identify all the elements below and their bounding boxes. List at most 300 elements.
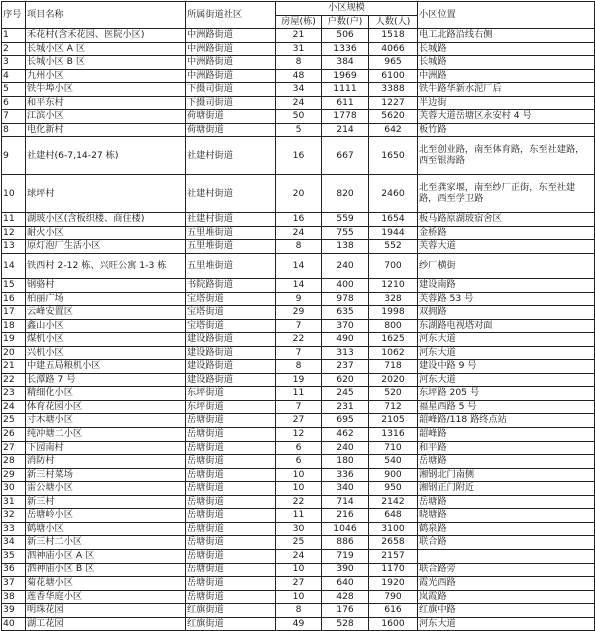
cell-seq: 6 [2,96,26,110]
cell-households: 620 [322,373,369,387]
cell-buildings: 24 [276,96,322,110]
table-row [2,509,595,523]
cell-buildings: 6 [276,455,322,469]
cell-people: 1654 [369,213,418,227]
cell-people: 950 [369,482,418,496]
cell-households: 528 [322,617,369,631]
cell-buildings: 10 [276,482,322,496]
cell-people: 700 [369,254,418,279]
cell-street: 宝塔街道 [186,319,276,333]
cell-people: 900 [369,468,418,482]
cell-seq: 35 [2,549,26,563]
cell-location: 芙蓉大道岳塘区永安村 4 号 [418,110,595,124]
cell-people: 1227 [369,96,418,110]
cell-location: 电工北路沿线右侧 [418,29,595,43]
cell-people: 1944 [369,226,418,240]
cell-people: 520 [369,387,418,401]
cell-seq: 12 [2,226,26,240]
cell-people: 1062 [369,346,418,360]
cell-seq: 36 [2,563,26,577]
cell-location: 和平路 [418,441,595,455]
cell-buildings: 24 [276,226,322,240]
cell-name: 云峰安置区 [26,306,186,320]
cell-street: 岳塘街道 [186,495,276,509]
cell-buildings: 7 [276,319,322,333]
cell-households: 390 [322,563,369,577]
cell-people: 965 [369,56,418,70]
cell-seq: 39 [2,604,26,618]
cell-people: 6100 [369,69,418,83]
cell-location: 韶峰路 [418,428,595,442]
table-row [2,387,595,401]
table-row [2,29,595,43]
cell-buildings: 10 [276,468,322,482]
cell-people: 710 [369,441,418,455]
cell-people: 800 [369,319,418,333]
cell-seq: 30 [2,482,26,496]
cell-street: 社建村街道 [186,137,276,175]
cell-households: 384 [322,56,369,70]
cell-name: 湖玻小区(含板织楼、商住楼) [26,213,186,227]
cell-street: 社建村街道 [186,175,276,213]
table-row [2,175,595,213]
table-row [2,137,595,175]
table-row [2,279,595,293]
cell-location: 晓塘路 [418,509,595,523]
cell-households: 490 [322,333,369,347]
cell-name: 耐火小区 [26,226,186,240]
cell-seq: 10 [2,175,26,213]
cell-buildings: 11 [276,509,322,523]
cell-location: 湘钢正门附近 [418,482,595,496]
cell-buildings: 27 [276,414,322,428]
cell-location: 红旗中路 [418,604,595,618]
cell-name: 岳塘岭小区 [26,509,186,523]
cell-street: 岳塘街道 [186,428,276,442]
cell-households: 714 [322,495,369,509]
cell-street: 宝塔街道 [186,306,276,320]
cell-name: 和平东村 [26,96,186,110]
table-body [2,29,595,631]
table-row [2,306,595,320]
cell-street: 书院路街道 [186,279,276,293]
cell-people: 3100 [369,522,418,536]
cell-seq: 38 [2,590,26,604]
cell-name: 江滨小区 [26,110,186,124]
table-row [2,549,595,563]
cell-seq: 22 [2,373,26,387]
cell-buildings: 31 [276,42,322,56]
cell-location: 长城路 [418,42,595,56]
cell-people: 2142 [369,495,418,509]
table-row [2,455,595,469]
table-row [2,617,595,631]
cell-people: 2658 [369,536,418,550]
cell-seq: 14 [2,254,26,279]
cell-households: 719 [322,549,369,563]
cell-people: 1998 [369,306,418,320]
cell-households: 214 [322,123,369,137]
table-row [2,110,595,124]
cell-location: 福星西路 5 号 [418,400,595,414]
cell-buildings: 14 [276,279,322,293]
cell-people: 1210 [369,279,418,293]
cell-name: 鹤塘小区 [26,522,186,536]
cell-households: 695 [322,414,369,428]
cell-seq: 21 [2,360,26,374]
cell-street: 中洲路街道 [186,56,276,70]
cell-seq: 25 [2,414,26,428]
cell-people: 1650 [369,137,418,175]
cell-location: 湘钢北门南侧 [418,468,595,482]
cell-seq: 24 [2,400,26,414]
cell-seq: 34 [2,536,26,550]
cell-name: 鑫山小区 [26,319,186,333]
cell-households: 370 [322,319,369,333]
table-row [2,468,595,482]
cell-buildings: 6 [276,441,322,455]
cell-people: 1518 [369,29,418,43]
cell-name: 中建五局粮机小区 [26,360,186,374]
cell-buildings: 22 [276,333,322,347]
cell-buildings: 21 [276,29,322,43]
header-scale: 小区规模 [276,2,418,16]
cell-buildings: 34 [276,83,322,97]
cell-people: 4066 [369,42,418,56]
table-row [2,83,595,97]
cell-households: 428 [322,590,369,604]
cell-street: 下摄司街道 [186,83,276,97]
cell-people: 790 [369,590,418,604]
cell-households: 400 [322,279,369,293]
cell-location: 岳塘路 [418,455,595,469]
cell-buildings: 8 [276,604,322,618]
cell-location: 河东大道 [418,333,595,347]
header-location: 小区位置 [418,2,595,29]
cell-location: 河东大道 [418,346,595,360]
cell-name: 原灯泡厂生活小区 [26,240,186,254]
cell-location: 河东大道 [418,617,595,631]
cell-seq: 33 [2,522,26,536]
cell-street: 社建村街道 [186,213,276,227]
cell-location: 中洲路 [418,69,595,83]
cell-households: 237 [322,360,369,374]
cell-households: 506 [322,29,369,43]
cell-name: 纯冲塘二小区 [26,428,186,442]
cell-seq: 11 [2,213,26,227]
cell-location: 霞光西路 [418,577,595,591]
cell-households: 245 [322,387,369,401]
cell-buildings: 16 [276,213,322,227]
cell-households: 231 [322,400,369,414]
cell-street: 中洲路街道 [186,69,276,83]
cell-households: 886 [322,536,369,550]
cell-buildings: 14 [276,254,322,279]
cell-seq: 31 [2,495,26,509]
cell-name: 泗神庙小区 B 区 [26,563,186,577]
table-row [2,428,595,442]
cell-people: 642 [369,123,418,137]
cell-people: 1170 [369,563,418,577]
cell-buildings: 49 [276,617,322,631]
table-row [2,226,595,240]
cell-buildings: 5 [276,123,322,137]
cell-street: 岳塘街道 [186,536,276,550]
cell-location: 芙蓉大道 [418,240,595,254]
cell-name: 钢骆村 [26,279,186,293]
table-row [2,590,595,604]
cell-location: 芙蓉路 53 号 [418,292,595,306]
table-header-row [2,2,595,16]
cell-location: 北至创业路，南至体育路，东至社建路，西至银海路 [418,137,595,175]
cell-seq: 2 [2,42,26,56]
residential-area-table [1,1,595,631]
cell-name: 消防村 [26,455,186,469]
cell-households: 180 [322,455,369,469]
table-row [2,96,595,110]
cell-households: 216 [322,509,369,523]
cell-buildings: 10 [276,590,322,604]
cell-name: 社建村(6-7,14-27 栋) [26,137,186,175]
cell-buildings: 8 [276,360,322,374]
cell-seq: 17 [2,306,26,320]
cell-households: 755 [322,226,369,240]
cell-buildings: 8 [276,240,322,254]
cell-buildings: 10 [276,563,322,577]
cell-location: 板竹路 [418,123,595,137]
cell-street: 宝塔街道 [186,292,276,306]
cell-name: 煤机小区 [26,333,186,347]
cell-people: 540 [369,455,418,469]
cell-street: 岳塘街道 [186,414,276,428]
cell-people: 1625 [369,333,418,347]
table-row [2,319,595,333]
cell-name: 雷公塘小区 [26,482,186,496]
cell-location: 岳塘路 [418,495,595,509]
cell-name: 长潭路 7 号 [26,373,186,387]
cell-street: 建设路街道 [186,373,276,387]
cell-seq: 4 [2,69,26,83]
cell-seq: 23 [2,387,26,401]
cell-buildings: 16 [276,137,322,175]
cell-buildings: 50 [276,110,322,124]
cell-street: 五里堆街道 [186,240,276,254]
cell-location: 铁牛路华新水泥厂后 [418,83,595,97]
table-row [2,56,595,70]
cell-street: 下摄司街道 [186,96,276,110]
cell-people: 648 [369,509,418,523]
header-street: 所属街道社区 [186,2,276,29]
cell-location: 河东大道 [418,373,595,387]
table-row [2,360,595,374]
cell-seq: 9 [2,137,26,175]
cell-street: 岳塘街道 [186,482,276,496]
header-households: 户数(户) [322,16,369,29]
cell-seq: 19 [2,333,26,347]
cell-seq: 13 [2,240,26,254]
cell-street: 岳塘街道 [186,468,276,482]
cell-households: 1111 [322,83,369,97]
cell-name: 兴机小区 [26,346,186,360]
cell-buildings: 11 [276,387,322,401]
table-row [2,123,595,137]
cell-buildings: 48 [276,69,322,83]
cell-location: 建设南路 [418,279,595,293]
cell-buildings: 25 [276,536,322,550]
table-row [2,414,595,428]
cell-people: 712 [369,400,418,414]
cell-street: 东坪街道 [186,400,276,414]
cell-name: 明珠花园 [26,604,186,618]
cell-households: 176 [322,604,369,618]
cell-name: 菊花塘小区 [26,577,186,591]
cell-name: 电化新村 [26,123,186,137]
cell-location: 鹤泉路 [418,522,595,536]
cell-people: 328 [369,292,418,306]
header-buildings: 房屋(栋) [276,16,322,29]
cell-street: 岳塘街道 [186,563,276,577]
cell-households: 559 [322,213,369,227]
cell-seq: 20 [2,346,26,360]
cell-households: 640 [322,577,369,591]
cell-households: 336 [322,468,369,482]
cell-name: 长城小区 B 区 [26,56,186,70]
cell-street: 岳塘街道 [186,509,276,523]
cell-households: 611 [322,96,369,110]
cell-name: 长城小区 A 区 [26,42,186,56]
header-people: 人数(人) [369,16,418,29]
cell-buildings: 7 [276,400,322,414]
cell-buildings: 8 [276,56,322,70]
cell-buildings: 30 [276,522,322,536]
cell-households: 313 [322,346,369,360]
table-row [2,563,595,577]
cell-name: 新三村菜场 [26,468,186,482]
cell-name: 湖工花园 [26,617,186,631]
cell-name: 下园南村 [26,441,186,455]
cell-name: 禾花村(含禾花园、医院小区) [26,29,186,43]
cell-households: 1336 [322,42,369,56]
cell-name: 球坪村 [26,175,186,213]
cell-location: 东坪路 205 号 [418,387,595,401]
cell-location: 金桥路 [418,226,595,240]
cell-buildings: 22 [276,495,322,509]
cell-street: 岳塘街道 [186,455,276,469]
table-row [2,254,595,279]
cell-households: 1046 [322,522,369,536]
table-row [2,333,595,347]
table-row [2,240,595,254]
cell-seq: 40 [2,617,26,631]
cell-street: 五里堆街道 [186,226,276,240]
cell-households: 340 [322,482,369,496]
cell-name: 寸木塘小区 [26,414,186,428]
cell-buildings: 9 [276,292,322,306]
cell-people: 1600 [369,617,418,631]
cell-location: 东湖路电视塔对面 [418,319,595,333]
cell-street: 建设路街道 [186,333,276,347]
cell-people: 2157 [369,549,418,563]
cell-street: 中洲路街道 [186,29,276,43]
cell-seq: 15 [2,279,26,293]
table-row [2,482,595,496]
table-row [2,69,595,83]
cell-people: 552 [369,240,418,254]
cell-seq: 27 [2,441,26,455]
cell-households: 978 [322,292,369,306]
cell-people: 1920 [369,577,418,591]
cell-buildings: 20 [276,175,322,213]
cell-street: 岳塘街道 [186,522,276,536]
cell-street: 岳塘街道 [186,577,276,591]
cell-people: 3388 [369,83,418,97]
cell-street: 岳塘街道 [186,441,276,455]
cell-location: 板马路原湖玻宿舍区 [418,213,595,227]
cell-households: 635 [322,306,369,320]
cell-name: 体育花园小区 [26,400,186,414]
table-row [2,42,595,56]
cell-households: 462 [322,428,369,442]
table-row [2,373,595,387]
cell-location: 联合路旁 [418,563,595,577]
cell-seq: 18 [2,319,26,333]
table-row [2,495,595,509]
cell-households: 820 [322,175,369,213]
cell-seq: 8 [2,123,26,137]
cell-buildings: 7 [276,346,322,360]
table-row [2,346,595,360]
cell-name: 精细化小区 [26,387,186,401]
cell-street: 中洲路街道 [186,42,276,56]
cell-households: 240 [322,441,369,455]
cell-households: 138 [322,240,369,254]
cell-street: 荷塘街道 [186,123,276,137]
cell-households: 240 [322,254,369,279]
cell-people: 718 [369,360,418,374]
cell-people: 2105 [369,414,418,428]
cell-buildings: 19 [276,373,322,387]
cell-name: 莲香华庭小区 [26,590,186,604]
cell-buildings: 24 [276,549,322,563]
table-row [2,577,595,591]
cell-street: 建设路街道 [186,360,276,374]
cell-people: 5620 [369,110,418,124]
cell-name: 新三村二小区 [26,536,186,550]
cell-street: 东坪街道 [186,387,276,401]
cell-street: 荷塘街道 [186,110,276,124]
cell-households: 1969 [322,69,369,83]
cell-street: 岳塘街道 [186,590,276,604]
cell-location: 纱厂横街 [418,254,595,279]
table-row [2,604,595,618]
table-row [2,292,595,306]
cell-name: 新三村 [26,495,186,509]
cell-seq: 7 [2,110,26,124]
cell-people: 616 [369,604,418,618]
table-row [2,400,595,414]
cell-name: 柏丽广场 [26,292,186,306]
cell-name: 九州小区 [26,69,186,83]
cell-buildings: 27 [276,577,322,591]
cell-name: 铁西村 2-12 栋、兴旺公寓 1-3 栋 [26,254,186,279]
cell-location: 岚霞路 [418,590,595,604]
cell-seq: 26 [2,428,26,442]
cell-street: 红旗街道 [186,604,276,618]
cell-location: 联合路 [418,536,595,550]
cell-location [418,549,595,563]
cell-households: 667 [322,137,369,175]
table-row [2,213,595,227]
